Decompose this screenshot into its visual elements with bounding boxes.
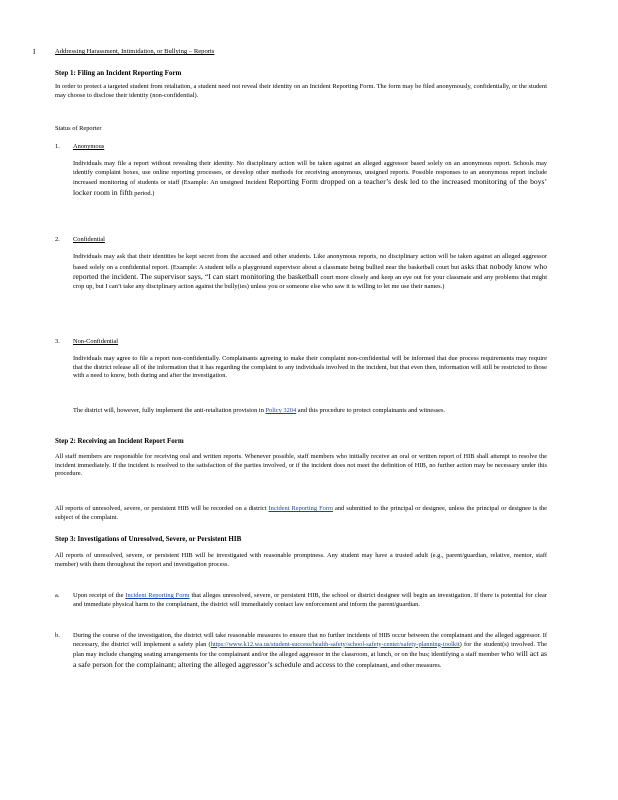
item3-label: Non-Confidential [73, 338, 119, 345]
item3-body: Individuals may agree to file a report non-confidentially. Complainants agreeing to make their complaint non-confidential will be informed that due process requirements may require that the district release all of the information that it has regarding the complaint to any individuals involved in the incident, but that even then, information will still be restricted to those with a need to know, both during and after the investigation. [73, 355, 547, 380]
step1-heading: Step 1: Filing an Incident Reporting Form [55, 69, 182, 77]
item3-body-2: The district will, however, fully implement the anti-retaliation provision in Policy 3204 and this procedure to protect complainants and witnesses. [73, 407, 446, 414]
item1-number: 1. [55, 143, 60, 150]
item3-number: 3. [55, 338, 60, 345]
incident-form-link-2[interactable]: Incident Reporting Form [125, 592, 190, 599]
item2-number: 2. [55, 236, 60, 243]
step2-paragraph-1: All staff members are responsible for receiving oral and written reports. Whenever possible, staff members who initially receive an oral or written report of HIB shall attempt to resolve the incident immediately. If the incident is resolved to the satisfaction of the parties involved, or if the incident does not meet the definition of HIB, no further action may be necessary under this procedure. [55, 453, 547, 478]
section-numeral: I [33, 48, 36, 56]
item-b-body: During the course of the investigation, the district will take reasonable measures to ensure that no further incidents of HIB occur between the complainant and the alleged aggressor. If necessary, the district will implement a safety plan (https://www.k12.wa.us/student-success/health-safety/school-safety-center/safety-planning-toolkit) for the student(s) involved. The plan may include changing seating arrangements for the complainant and/or the alleged aggressor in the classroom, at lunch, or on the bus; identifying a staff member who will act as a safe person for the complainant; altering the alleged aggressor’s schedule and access to the complainant, and other measures. [73, 632, 547, 669]
safety-toolkit-link[interactable]: https://www.k12.wa.us/student-success/health-safety/school-safety-center/safety-planning-toolkit [210, 640, 460, 648]
step3-paragraph-1: All reports of unresolved, severe, or persistent HIB will be investigated with reasonable promptness. Any student may have a trusted adult (e.g., parent/guardian, relative, mentor, staff member) with them throughout the report and investigation process. [55, 552, 547, 568]
incident-form-link[interactable]: Incident Reporting Form [268, 505, 333, 512]
step3-heading: Step 3: Investigations of Unresolved, Severe, or Persistent HIB [55, 535, 242, 543]
section-title: Addressing Harassment, Intimidation, or Bullying – Reports [55, 48, 215, 55]
step2-heading: Step 2: Receiving an Incident Report Form [55, 437, 184, 445]
item-b-label: b. [55, 632, 60, 639]
step2-paragraph-2: All reports of unresolved, severe, or persistent HIB will be recorded on a district Incident Reporting Form and submitted to the principal or designee, unless the principal or designee is the subject of the complaint. [55, 505, 548, 521]
item1-body: Individuals may file a report without revealing their identity. No disciplinary action will be taken against an alleged aggressor based solely on an anonymous report. Schools may identify complaint boxes, use online reporting processes, or develop other methods for receiving anonymous, unsigned reports. Possible responses to an anonymous report include increased monitoring of students or staff (Example: An unsigned Incident Reporting Form dropped on a teacher’s desk led to the increased monitoring of the boys’ locker room in fifth period.) [73, 160, 547, 197]
item1-label: Anonymous [73, 143, 105, 150]
status-label: Status of Reporter [55, 125, 102, 132]
item2-label: Confidential [73, 236, 105, 243]
item-a-body: Upon receipt of the Incident Reporting Form that alleges unresolved, severe, or persistent HIB, the school or district designee will begin an investigation. If there is potential for clear and immediate physical harm to the complainant, the district will immediately contact law enforcement and inform the parent/guardian. [73, 592, 548, 608]
item-a-label: a. [55, 592, 60, 599]
item2-body: Individuals may ask that their identities be kept secret from the accused and other students. Like anonymous reports, no disciplinary action will be taken against an alleged aggressor based solely on a confidential report. (Example: A student tells a playground supervisor about a classmate being bullied near the basketball court but asks that nobody know who reported the incident. The supervisor says, “I can start monitoring the basketball court more closely and keep an eye out for your classmate and any problems that might crop up, but I can’t take any disciplinary action against the bully(ies) unless you or someone else who saw it is willing to let me use their names.) [73, 253, 548, 290]
step1-intro: In order to protect a targeted student from retaliation, a student need not reveal their identity on an Incident Reporting Form. The form may be filed anonymously, confidentially, or the student may choose to disclose their identity (non-confidential). [55, 83, 547, 99]
policy-link[interactable]: Policy 3204 [265, 407, 297, 414]
